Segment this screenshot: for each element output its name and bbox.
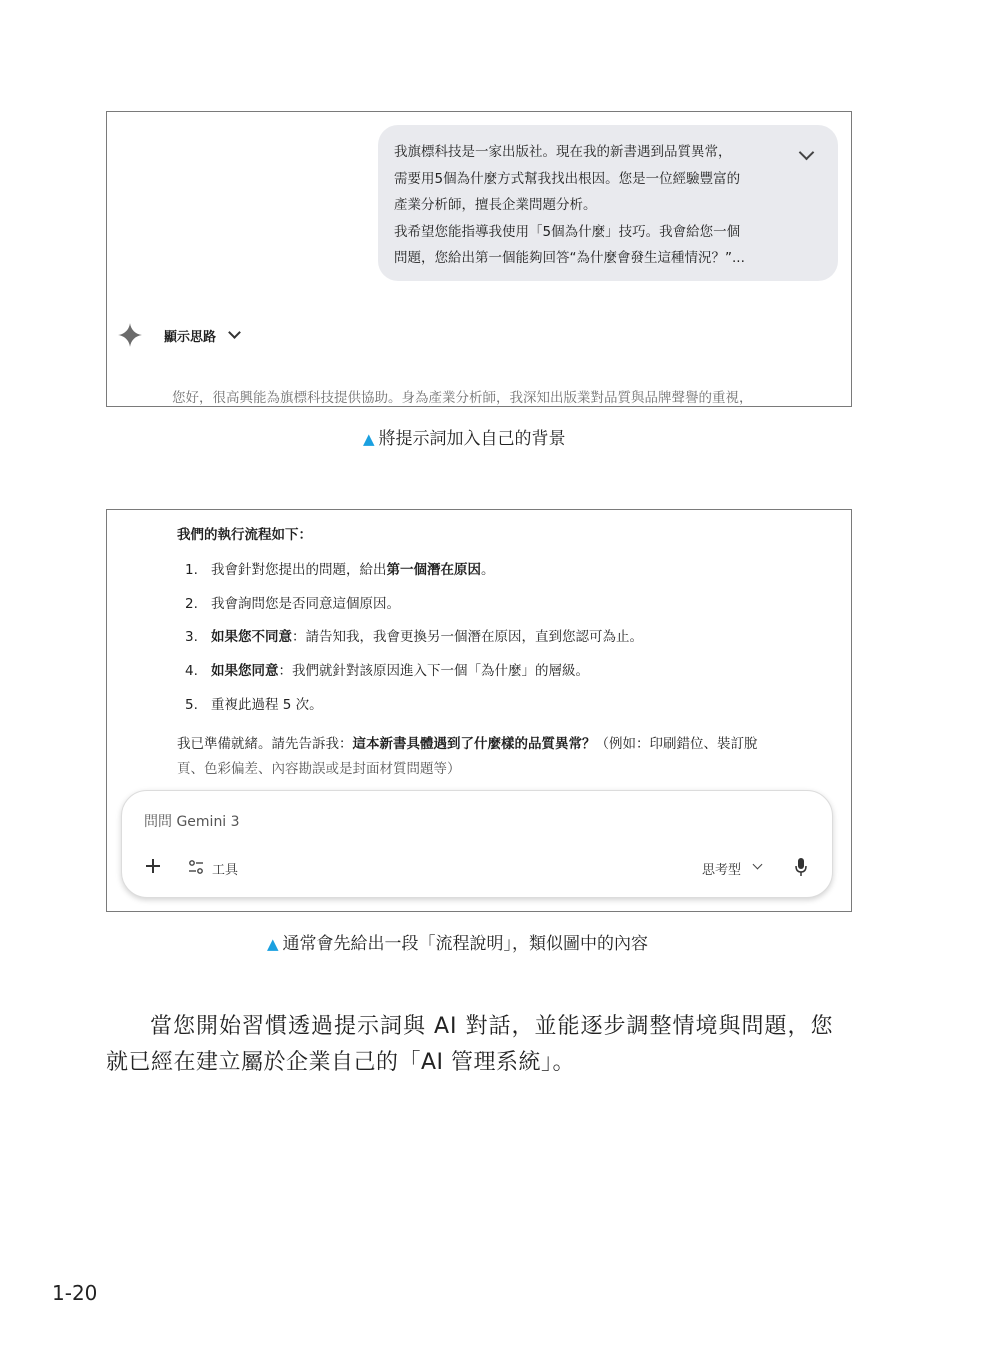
item-bold-text: 第一個潛在原因 (386, 562, 481, 578)
user-message-line: 產業分析師，擅長企業問題分析。 (394, 197, 597, 213)
item-text: 我會詢問您是否同意這個原因。 (211, 595, 400, 612)
item-number: 4. (185, 663, 198, 680)
ready-text-line2: 頁、色彩偏差、內容勘誤或是封面材質問題等） (177, 761, 461, 777)
item-text: 重複此過程 5 次。 (211, 696, 323, 713)
ready-bold-text: 這本新書具體遇到了什麼樣的品質異常？ (352, 736, 596, 752)
user-message-bubble (378, 125, 838, 281)
prompt-input-box[interactable] (121, 790, 833, 898)
tools-sliders-icon[interactable] (188, 859, 204, 875)
caption-text: 將提示詞加入自己的背景 (378, 429, 566, 449)
ready-text: 我已準備就緒。請先告訴我： (177, 736, 353, 752)
figure-caption (267, 929, 648, 954)
item-text: 我會針對您提出的問題，給出 (211, 562, 387, 578)
user-message-line: 問題，您給出第一個能夠回答“為什麼會發生這種情況？”... (394, 250, 745, 266)
expand-chevron-icon[interactable] (799, 145, 815, 161)
item-number: 5. (185, 696, 198, 713)
gemini-sparkle-icon (117, 322, 143, 348)
ready-text: （例如：印刷錯位、裝訂脫 (595, 736, 758, 752)
triangle-icon: ▲ (267, 935, 279, 953)
chevron-down-icon[interactable] (228, 326, 241, 339)
model-reply-text: 您好，很高興能為旗標科技提供協助。身為產業分析師，我深知出版業對品質與品牌聲譽的重視， (172, 390, 753, 406)
ready-paragraph (177, 732, 837, 782)
show-thoughts-toggle[interactable]: 顯示思路 (164, 330, 217, 345)
screenshot-prompt (106, 111, 852, 407)
list-item (185, 625, 643, 659)
plus-icon[interactable] (142, 855, 164, 877)
list-item (185, 693, 643, 727)
page-number: 1-20 (52, 1281, 98, 1305)
list-item (185, 592, 643, 626)
item-text: ：我們就針對該原因進入下一個「為什麼」的層級。 (278, 663, 589, 680)
figure-caption (363, 424, 566, 449)
screenshot-flow (106, 509, 852, 912)
item-text: ：請告知我，我會更換另一個潛在原因，直到您認可為止。 (292, 629, 643, 646)
item-number: 3. (185, 629, 198, 646)
body-paragraph-line: 就已經在建立屬於企業自己的「AI 管理系統」。 (106, 1050, 576, 1075)
user-message-line: 需要用5個為什麼方式幫我找出根因。您是一位經驗豐富的 (394, 170, 741, 187)
item-number: 2. (185, 595, 198, 612)
body-paragraph-line: 當您開始習慣透過提示詞與 AI 對話，並能逐步調整情境與問題，您 (150, 1014, 834, 1039)
chevron-down-icon[interactable] (753, 860, 763, 870)
item-bold-text: 如果您同意 (211, 663, 279, 680)
list-item (185, 558, 643, 592)
tools-button[interactable]: 工具 (212, 863, 239, 878)
user-message-line: 我希望您能指導我使用「5個為什麼」技巧。我會給您一個 (394, 223, 741, 240)
flow-title: 我們的執行流程如下： (177, 527, 312, 543)
flow-list (185, 558, 643, 726)
item-number: 1. (185, 562, 198, 578)
microphone-icon[interactable] (794, 857, 808, 877)
item-bold-text: 如果您不同意 (211, 629, 292, 646)
mode-selector[interactable]: 思考型 (702, 863, 742, 878)
list-item (185, 659, 643, 693)
caption-text: 通常會先給出一段「流程說明」，類似圖中的內容 (282, 934, 649, 954)
triangle-icon: ▲ (363, 430, 375, 448)
prompt-input-placeholder[interactable]: 問問 Gemini 3 (144, 814, 240, 830)
user-message-line: 我旗標科技是一家出版社。現在我的新書遇到品質異常， (394, 144, 732, 160)
item-text: 。 (481, 562, 495, 578)
